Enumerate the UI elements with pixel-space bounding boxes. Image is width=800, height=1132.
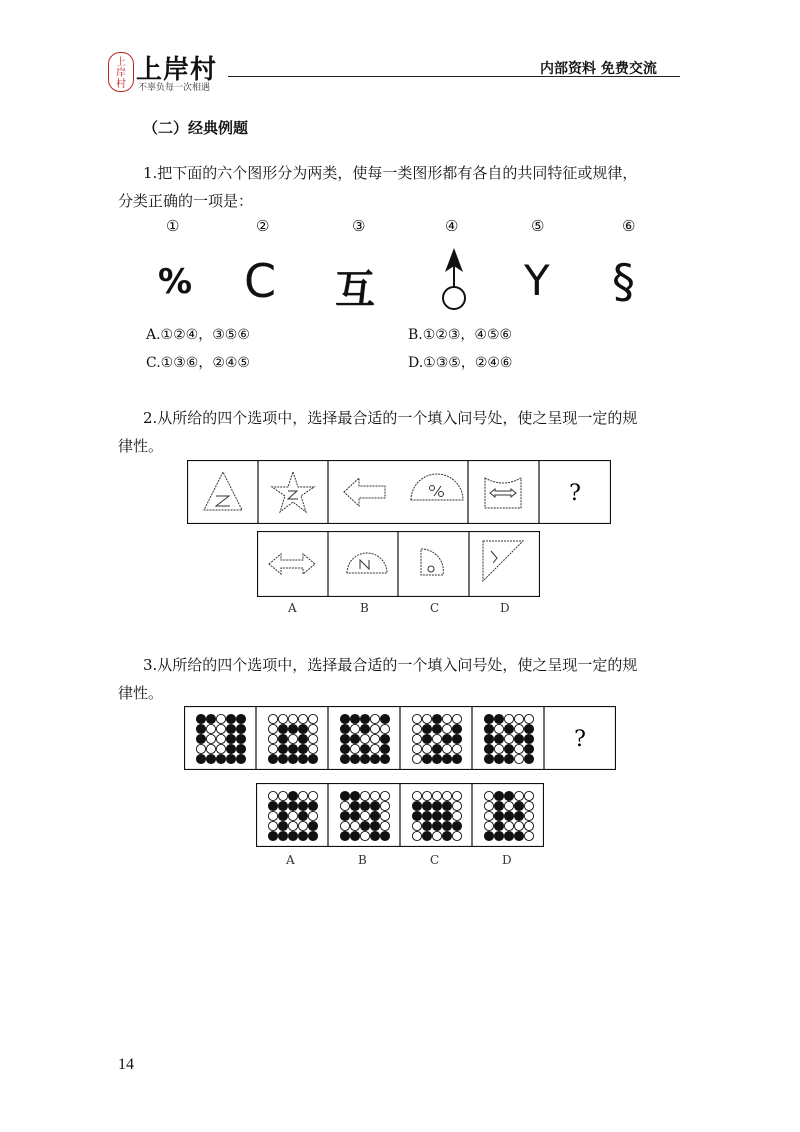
- white-dot: [206, 724, 215, 733]
- black-dot: [268, 831, 277, 840]
- white-dot: [268, 734, 277, 743]
- q3-sequence-grid-1: [196, 714, 245, 763]
- black-dot: [288, 724, 297, 733]
- white-dot: [514, 724, 523, 733]
- black-dot: [350, 831, 359, 840]
- white-dot: [216, 714, 225, 723]
- white-dot: [288, 811, 297, 820]
- q3-sequence-grid-4: [412, 714, 461, 763]
- black-dot: [452, 754, 461, 763]
- black-dot: [226, 754, 235, 763]
- white-dot: [350, 821, 359, 830]
- triangle-z-icon: [204, 472, 242, 510]
- black-dot: [196, 714, 205, 723]
- black-dot: [422, 831, 431, 840]
- black-dot: [298, 724, 307, 733]
- white-dot: [298, 791, 307, 800]
- black-dot: [432, 811, 441, 820]
- black-dot: [412, 811, 421, 820]
- white-dot: [524, 714, 533, 723]
- white-dot: [524, 801, 533, 810]
- q2-label-b[interactable]: B: [360, 601, 369, 615]
- logo-seal: [108, 52, 134, 92]
- logo-slogan: 不辜负每一次相遇: [138, 83, 211, 93]
- white-dot: [268, 791, 277, 800]
- q3-label-c[interactable]: C: [430, 853, 440, 867]
- black-dot: [514, 801, 523, 810]
- black-dot: [360, 744, 369, 753]
- black-dot: [494, 801, 503, 810]
- white-dot: [340, 821, 349, 830]
- white-dot: [484, 821, 493, 830]
- white-dot: [350, 744, 359, 753]
- concave-box-icon: [485, 478, 521, 508]
- q3-text-line1: 3.从所给的四个选项中，选择最合适的一个填入问号处，使之呈现一定的规: [143, 656, 638, 674]
- white-dot: [524, 821, 533, 830]
- white-dot: [360, 831, 369, 840]
- black-dot: [442, 801, 451, 810]
- white-dot: [422, 791, 431, 800]
- black-dot: [288, 801, 297, 810]
- white-dot: [452, 791, 461, 800]
- black-dot: [422, 754, 431, 763]
- black-dot: [422, 821, 431, 830]
- black-dot: [196, 754, 205, 763]
- white-dot: [340, 801, 349, 810]
- black-dot: [514, 734, 523, 743]
- black-dot: [236, 744, 245, 753]
- white-dot: [278, 791, 287, 800]
- black-dot: [340, 724, 349, 733]
- q2-options-figure: [257, 531, 540, 597]
- black-dot: [422, 811, 431, 820]
- black-dot: [442, 754, 451, 763]
- black-dot: [524, 724, 533, 733]
- white-dot: [268, 821, 277, 830]
- logo-seal-text: 上岸村: [116, 57, 126, 90]
- black-dot: [370, 801, 379, 810]
- black-dot: [442, 811, 451, 820]
- white-dot: [412, 724, 421, 733]
- black-dot: [484, 831, 493, 840]
- black-dot: [350, 714, 359, 723]
- white-dot: [514, 821, 523, 830]
- black-dot: [350, 801, 359, 810]
- semicircle-n-icon: [347, 553, 387, 573]
- black-dot: [494, 734, 503, 743]
- left-arrow-icon: [344, 478, 385, 506]
- white-dot: [412, 754, 421, 763]
- q3-text-line2: 律性。: [118, 684, 164, 702]
- black-dot: [432, 714, 441, 723]
- white-dot: [432, 734, 441, 743]
- q3-option-grid-3: [412, 791, 461, 840]
- black-dot: [370, 754, 379, 763]
- black-dot: [350, 754, 359, 763]
- black-dot: [298, 734, 307, 743]
- white-dot: [308, 734, 317, 743]
- black-dot: [524, 754, 533, 763]
- q1-symbol-hu: 互: [335, 267, 375, 313]
- black-dot: [350, 811, 359, 820]
- q3-sequence-grid-2: [268, 714, 317, 763]
- white-dot: [268, 724, 277, 733]
- black-dot: [422, 724, 431, 733]
- q2-text-line2: 律性。: [118, 437, 164, 455]
- black-dot: [524, 744, 533, 753]
- black-dot: [196, 724, 205, 733]
- white-dot: [504, 734, 513, 743]
- black-dot: [340, 754, 349, 763]
- q3-label-d[interactable]: D: [502, 853, 512, 867]
- black-dot: [298, 744, 307, 753]
- black-dot: [226, 714, 235, 723]
- black-dot: [278, 811, 287, 820]
- black-dot: [226, 744, 235, 753]
- black-dot: [236, 754, 245, 763]
- q1-num-1: ①: [166, 217, 180, 235]
- black-dot: [380, 714, 389, 723]
- black-dot: [340, 791, 349, 800]
- black-dot: [494, 714, 503, 723]
- q3-option-grid-2: [340, 791, 389, 840]
- white-dot: [484, 791, 493, 800]
- q3-label-b[interactable]: B: [358, 853, 367, 867]
- white-dot: [380, 791, 389, 800]
- black-dot: [206, 754, 215, 763]
- white-dot: [442, 714, 451, 723]
- black-dot: [308, 801, 317, 810]
- black-dot: [288, 831, 297, 840]
- black-dot: [484, 714, 493, 723]
- white-dot: [442, 791, 451, 800]
- black-dot: [380, 744, 389, 753]
- black-dot: [278, 724, 287, 733]
- white-dot: [504, 821, 513, 830]
- white-dot: [380, 801, 389, 810]
- q1-option-a[interactable]: A.①②④，③⑤⑥: [146, 327, 250, 343]
- q1-symbol-percent: %: [158, 262, 193, 302]
- white-dot: [524, 811, 533, 820]
- q1-text-line1: 1.把下面的六个图形分为两类，使每一类图形都有各自的共同特征或规律，: [143, 164, 638, 182]
- white-dot: [288, 821, 297, 830]
- black-dot: [340, 734, 349, 743]
- white-dot: [494, 744, 503, 753]
- black-dot: [484, 744, 493, 753]
- white-dot: [298, 714, 307, 723]
- white-dot: [452, 744, 461, 753]
- black-dot: [370, 811, 379, 820]
- white-dot: [452, 714, 461, 723]
- white-dot: [370, 714, 379, 723]
- q1-option-c[interactable]: C.①③⑥，②④⑤: [146, 355, 250, 371]
- black-dot: [340, 831, 349, 840]
- black-dot: [432, 744, 441, 753]
- q3-option-grid-4: [484, 791, 533, 840]
- black-dot: [278, 801, 287, 810]
- white-dot: [412, 821, 421, 830]
- q1-num-6: ⑥: [622, 217, 636, 235]
- white-dot: [452, 831, 461, 840]
- black-dot: [412, 801, 421, 810]
- q3-option-grid-1: [268, 791, 317, 840]
- white-dot: [452, 811, 461, 820]
- white-dot: [308, 744, 317, 753]
- black-dot: [504, 724, 513, 733]
- black-dot: [504, 791, 513, 800]
- white-dot: [494, 724, 503, 733]
- right-triangle-icon: [483, 541, 523, 581]
- white-dot: [514, 744, 523, 753]
- black-dot: [268, 754, 277, 763]
- black-dot: [278, 831, 287, 840]
- section-title: （二）经典例题: [143, 119, 249, 137]
- black-dot: [494, 791, 503, 800]
- black-dot: [360, 714, 369, 723]
- white-dot: [308, 714, 317, 723]
- black-dot: [452, 724, 461, 733]
- white-dot: [268, 811, 277, 820]
- black-dot: [494, 831, 503, 840]
- black-dot: [514, 811, 523, 820]
- white-dot: [524, 831, 533, 840]
- black-dot: [288, 744, 297, 753]
- black-dot: [360, 801, 369, 810]
- white-dot: [360, 811, 369, 820]
- q2-sequence-figure: [187, 460, 611, 524]
- black-dot: [494, 821, 503, 830]
- black-dot: [268, 801, 277, 810]
- black-dot: [484, 734, 493, 743]
- black-dot: [196, 734, 205, 743]
- black-dot: [278, 754, 287, 763]
- black-dot: [452, 821, 461, 830]
- black-dot: [288, 754, 297, 763]
- white-dot: [442, 744, 451, 753]
- white-dot: [216, 734, 225, 743]
- black-dot: [278, 744, 287, 753]
- white-dot: [278, 714, 287, 723]
- white-dot: [196, 744, 205, 753]
- black-dot: [380, 754, 389, 763]
- black-dot: [206, 714, 215, 723]
- black-dot: [236, 734, 245, 743]
- white-dot: [308, 724, 317, 733]
- q1-num-3: ③: [352, 217, 366, 235]
- white-dot: [432, 791, 441, 800]
- white-dot: [206, 734, 215, 743]
- black-dot: [298, 831, 307, 840]
- black-dot: [524, 734, 533, 743]
- white-dot: [268, 744, 277, 753]
- q1-text-line2: 分类正确的一项是：: [118, 192, 254, 210]
- white-dot: [524, 791, 533, 800]
- q2-label-a[interactable]: A: [288, 601, 297, 615]
- black-dot: [226, 734, 235, 743]
- q1-symbol-c: C: [244, 254, 277, 308]
- white-dot: [206, 744, 215, 753]
- black-dot: [298, 801, 307, 810]
- black-dot: [298, 754, 307, 763]
- black-dot: [432, 724, 441, 733]
- black-dot: [350, 791, 359, 800]
- white-dot: [360, 734, 369, 743]
- black-dot: [298, 811, 307, 820]
- black-dot: [308, 821, 317, 830]
- white-dot: [412, 734, 421, 743]
- arrow-circle-icon: [434, 246, 474, 312]
- q1-option-d[interactable]: D.①③⑤，②④⑥: [408, 355, 513, 371]
- white-dot: [422, 714, 431, 723]
- double-arrow-icon: [269, 554, 315, 574]
- white-dot: [452, 801, 461, 810]
- q2-label-c[interactable]: C: [430, 601, 440, 615]
- black-dot: [308, 831, 317, 840]
- white-dot: [216, 724, 225, 733]
- black-dot: [432, 801, 441, 810]
- q1-symbol-section: §: [612, 254, 635, 308]
- white-dot: [370, 724, 379, 733]
- black-dot: [484, 754, 493, 763]
- black-dot: [278, 821, 287, 830]
- black-dot: [236, 724, 245, 733]
- black-dot: [370, 821, 379, 830]
- white-dot: [514, 714, 523, 723]
- white-dot: [514, 754, 523, 763]
- black-dot: [442, 734, 451, 743]
- q2-text-line1: 2.从所给的四个选项中，选择最合适的一个填入问号处，使之呈现一定的规: [143, 409, 638, 427]
- black-dot: [494, 811, 503, 820]
- black-dot: [236, 714, 245, 723]
- black-dot: [514, 831, 523, 840]
- white-dot: [442, 724, 451, 733]
- white-dot: [380, 821, 389, 830]
- black-dot: [288, 791, 297, 800]
- black-dot: [360, 724, 369, 733]
- white-dot: [422, 744, 431, 753]
- white-dot: [370, 744, 379, 753]
- white-dot: [308, 791, 317, 800]
- q3-sequence-grid-5: [484, 714, 533, 763]
- black-dot: [484, 724, 493, 733]
- black-dot: [350, 734, 359, 743]
- q3-options-figure: [256, 783, 544, 847]
- black-dot: [370, 831, 379, 840]
- black-dot: [452, 734, 461, 743]
- white-dot: [484, 811, 493, 820]
- black-dot: [504, 831, 513, 840]
- q3-label-a[interactable]: A: [286, 853, 295, 867]
- black-dot: [216, 754, 225, 763]
- logo-title: 上岸村: [136, 55, 218, 85]
- white-dot: [412, 791, 421, 800]
- black-dot: [494, 754, 503, 763]
- q3-sequence-figure: [184, 706, 616, 770]
- white-dot: [432, 831, 441, 840]
- q1-num-2: ②: [256, 217, 270, 235]
- white-dot: [216, 744, 225, 753]
- q3-sequence-grid-3: [340, 714, 389, 763]
- black-dot: [226, 724, 235, 733]
- white-dot: [298, 821, 307, 830]
- white-dot: [308, 811, 317, 820]
- white-dot: [350, 724, 359, 733]
- black-dot: [308, 754, 317, 763]
- black-dot: [340, 714, 349, 723]
- white-dot: [504, 801, 513, 810]
- black-dot: [340, 744, 349, 753]
- black-dot: [442, 821, 451, 830]
- black-dot: [432, 821, 441, 830]
- black-dot: [442, 831, 451, 840]
- white-dot: [380, 811, 389, 820]
- black-dot: [360, 821, 369, 830]
- black-dot: [504, 744, 513, 753]
- black-dot: [504, 754, 513, 763]
- white-dot: [370, 791, 379, 800]
- black-dot: [380, 831, 389, 840]
- white-dot: [380, 724, 389, 733]
- black-dot: [278, 734, 287, 743]
- white-dot: [514, 791, 523, 800]
- white-dot: [412, 831, 421, 840]
- header-note: 内部资料 免费交流: [540, 61, 657, 77]
- quarter-circle-icon: [421, 549, 443, 575]
- white-dot: [484, 801, 493, 810]
- white-dot: [412, 744, 421, 753]
- black-dot: [360, 754, 369, 763]
- white-dot: [504, 714, 513, 723]
- white-dot: [412, 714, 421, 723]
- star-z-icon: [272, 472, 314, 512]
- black-dot: [504, 811, 513, 820]
- q1-option-b[interactable]: B.①②③，④⑤⑥: [408, 327, 513, 343]
- white-dot: [288, 734, 297, 743]
- semicircle-icon: [411, 474, 463, 500]
- q1-symbol-y: Y: [524, 256, 550, 305]
- black-dot: [340, 811, 349, 820]
- q1-num-4: ④: [445, 217, 459, 235]
- black-dot: [432, 754, 441, 763]
- black-dot: [422, 801, 431, 810]
- q3-question-mark: ?: [574, 727, 586, 752]
- q2-question-mark: ?: [569, 481, 581, 506]
- white-dot: [268, 714, 277, 723]
- page-number: 14: [118, 1056, 134, 1073]
- white-dot: [370, 734, 379, 743]
- q1-num-5: ⑤: [531, 217, 545, 235]
- q2-label-d[interactable]: D: [500, 601, 510, 615]
- black-dot: [422, 734, 431, 743]
- white-dot: [288, 714, 297, 723]
- white-dot: [360, 791, 369, 800]
- black-dot: [380, 734, 389, 743]
